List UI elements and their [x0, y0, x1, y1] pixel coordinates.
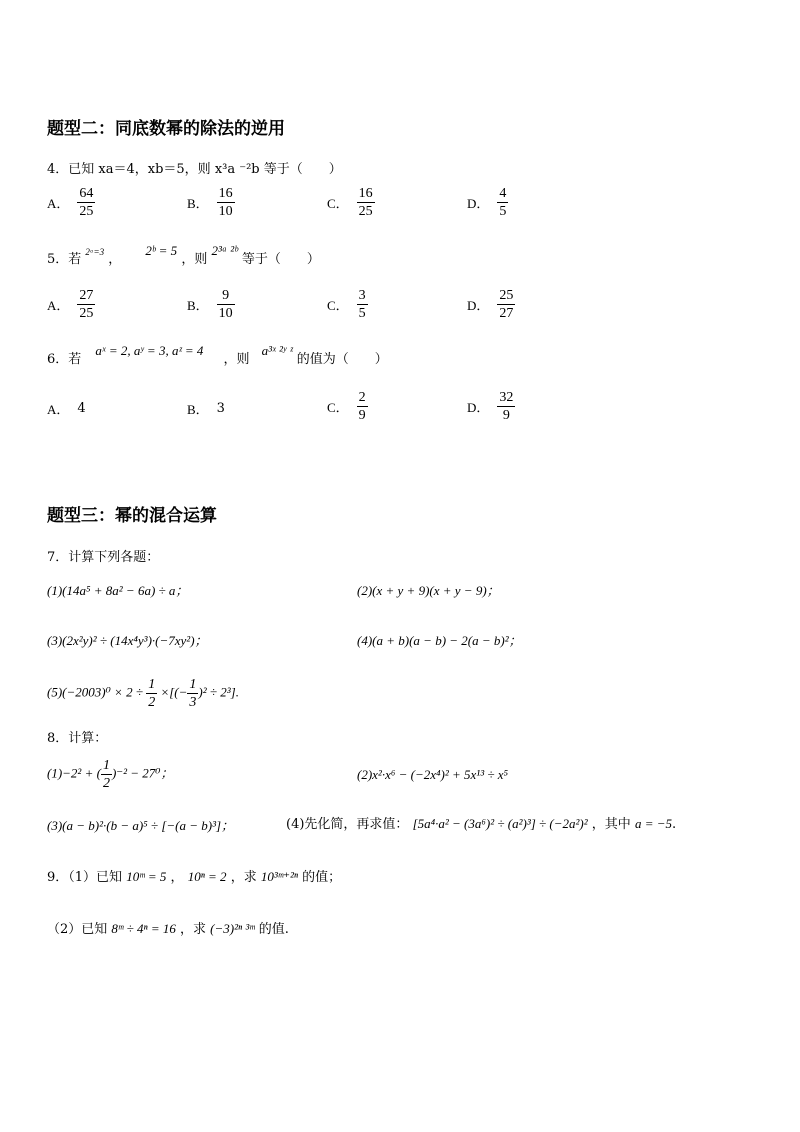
math-expression: 8ᵐ ÷ 4ⁿ = 16 — [111, 921, 176, 936]
q8-part-3: (3)(a − b)²·(b − a)⁵ ÷ [−(a − b)³]； — [47, 818, 235, 833]
denominator: 25 — [358, 204, 373, 219]
expr-text: (5)(−2003)⁰ × 2 ÷ — [47, 684, 143, 700]
option-label: C． — [327, 196, 349, 211]
math-expression: a = −5 — [634, 816, 672, 831]
question-9-part-2 — [47, 918, 289, 937]
q4-option-c[interactable] — [327, 185, 375, 220]
stem-text: 的值； — [302, 870, 342, 885]
numerator: 3 — [358, 288, 366, 303]
stem-text: ，则 — [181, 252, 208, 267]
numerator: 9 — [217, 287, 235, 305]
q5-option-c[interactable] — [327, 287, 368, 322]
option-label: C． — [327, 298, 349, 313]
option-label: B． — [187, 196, 209, 211]
expr-text: ×[(− — [160, 684, 188, 700]
denominator: 25 — [79, 204, 94, 219]
denominator: 2 — [102, 776, 110, 791]
q5-option-b[interactable] — [187, 287, 235, 322]
stem-text: ， — [108, 252, 122, 267]
stem-text: 的值. — [258, 922, 289, 937]
option-label: D． — [467, 298, 490, 313]
question-6-stem — [47, 340, 388, 367]
q7-part-2: (2)(x + y + 9)(x + y − 9)； — [357, 583, 500, 598]
math-expression: 2ᵃ=3 — [85, 247, 105, 257]
stem-text: 的值为（ ） — [296, 352, 388, 367]
q4-option-d[interactable] — [467, 185, 508, 220]
math-expression: [5a⁴·a² − (3a⁶)² ÷ (a²)³] ÷ (−2a²)² — [412, 816, 588, 831]
question-5-stem — [47, 240, 320, 267]
stem-text: (4)先化简，再求值： — [286, 817, 409, 832]
stem-text: 9．（1）已知 — [47, 870, 123, 885]
denominator: 2 — [148, 695, 156, 710]
numerator: 16 — [358, 186, 373, 201]
q5-option-d[interactable] — [467, 287, 515, 322]
numerator: 25 — [499, 288, 514, 303]
math-expression: aˣ = 2, aʸ = 3, aᶻ = 4 — [95, 343, 204, 358]
question-9-part-1 — [47, 866, 341, 885]
numerator: 1 — [189, 677, 197, 692]
denominator: 9 — [358, 408, 366, 423]
numerator: 32 — [499, 390, 514, 405]
math-expression: 10ᵐ = 5 — [126, 869, 167, 884]
numerator: 4 — [499, 186, 507, 201]
option-label: A． — [47, 196, 70, 211]
math-expression: 2ᵇ = 5 — [145, 243, 178, 258]
expr-text: )² ÷ 2³]. — [198, 684, 239, 700]
section-title-type3: 题型三：幂的混合运算 — [47, 506, 217, 526]
denominator: 5 — [358, 306, 366, 321]
q6-option-b[interactable] — [187, 399, 225, 418]
denominator: 3 — [189, 695, 197, 710]
denominator: 10 — [218, 204, 233, 219]
option-label: B． — [187, 298, 209, 313]
stem-text: ，其中 — [591, 817, 631, 832]
q6-option-c[interactable] — [327, 389, 368, 424]
math-expression: (−3)²ⁿ ³ᵐ — [210, 921, 255, 936]
denominator: 10 — [218, 306, 233, 321]
option-label: A． — [47, 402, 70, 417]
stem-text: ， — [170, 870, 184, 885]
fraction — [101, 757, 112, 792]
numerator: 2 — [358, 390, 366, 405]
q5-option-a[interactable] — [47, 287, 95, 322]
fraction — [146, 676, 157, 711]
section-title-type2: 题型二：同底数幂的除法的逆用 — [47, 119, 285, 139]
option-label: C． — [327, 400, 349, 415]
expr-text: (1)−2² + ( — [47, 765, 101, 781]
numerator: 64 — [79, 186, 94, 201]
q8-part-2: (2)x²·x⁶ − (−2x⁴)² + 5x¹³ ÷ x⁵ — [357, 767, 509, 782]
numerator: 27 — [79, 288, 94, 303]
stem-text: . — [672, 817, 677, 832]
question-4-stem: 4．已知 xa＝4，xb＝5，则 x³a ⁻²b 等于（ ） — [47, 162, 342, 177]
numerator: 1 — [148, 677, 156, 692]
q7-part-1: (1)(14a⁵ + 8a² − 6a) ÷ a； — [47, 583, 189, 598]
denominator: 9 — [502, 408, 510, 423]
stem-text: ，求 — [230, 870, 257, 885]
q7-part-4: (4)(a + b)(a − b) − 2(a − b)²； — [357, 633, 522, 648]
expr-text: )⁻² − 27⁰； — [111, 765, 174, 781]
stem-text: 5．若 — [47, 252, 82, 267]
q7-part-5 — [47, 676, 239, 711]
q6-option-d[interactable] — [467, 389, 515, 424]
math-expression: 10ⁿ = 2 — [187, 869, 227, 884]
option-label: D． — [467, 196, 490, 211]
stem-text: （2）已知 — [47, 922, 108, 937]
fraction — [187, 676, 198, 711]
denominator: 25 — [79, 306, 94, 321]
q7-part-3: (3)(2x²y)² ÷ (14x⁴y³)·(−7xy²)； — [47, 633, 208, 648]
stem-text: ，则 — [223, 352, 250, 367]
q8-part-4 — [286, 813, 676, 832]
option-label: D． — [467, 400, 490, 415]
math-expression: a³ˣ ²ʸ ᶻ — [261, 343, 293, 358]
option-value: 4 — [77, 401, 86, 416]
question-7-stem: 7．计算下列各题： — [47, 550, 160, 565]
option-label: A． — [47, 298, 70, 313]
option-value: 3 — [216, 401, 225, 416]
q4-option-b[interactable] — [187, 185, 235, 220]
math-expression: 2³ᵃ ²ᵇ — [211, 243, 238, 258]
stem-text: 6．若 — [47, 352, 82, 367]
math-expression: 10³ᵐ⁺²ⁿ — [260, 869, 299, 884]
stem-text: ，求 — [180, 922, 207, 937]
stem-text: 等于（ ） — [241, 252, 320, 267]
q4-option-a[interactable] — [47, 185, 95, 220]
q8-part-1 — [47, 757, 174, 792]
numerator: 1 — [102, 758, 110, 773]
denominator: 5 — [499, 204, 507, 219]
q6-option-a[interactable] — [47, 399, 86, 418]
question-8-stem: 8．计算： — [47, 731, 108, 746]
denominator: 27 — [499, 306, 514, 321]
option-label: B． — [187, 402, 209, 417]
numerator: 16 — [218, 186, 233, 201]
